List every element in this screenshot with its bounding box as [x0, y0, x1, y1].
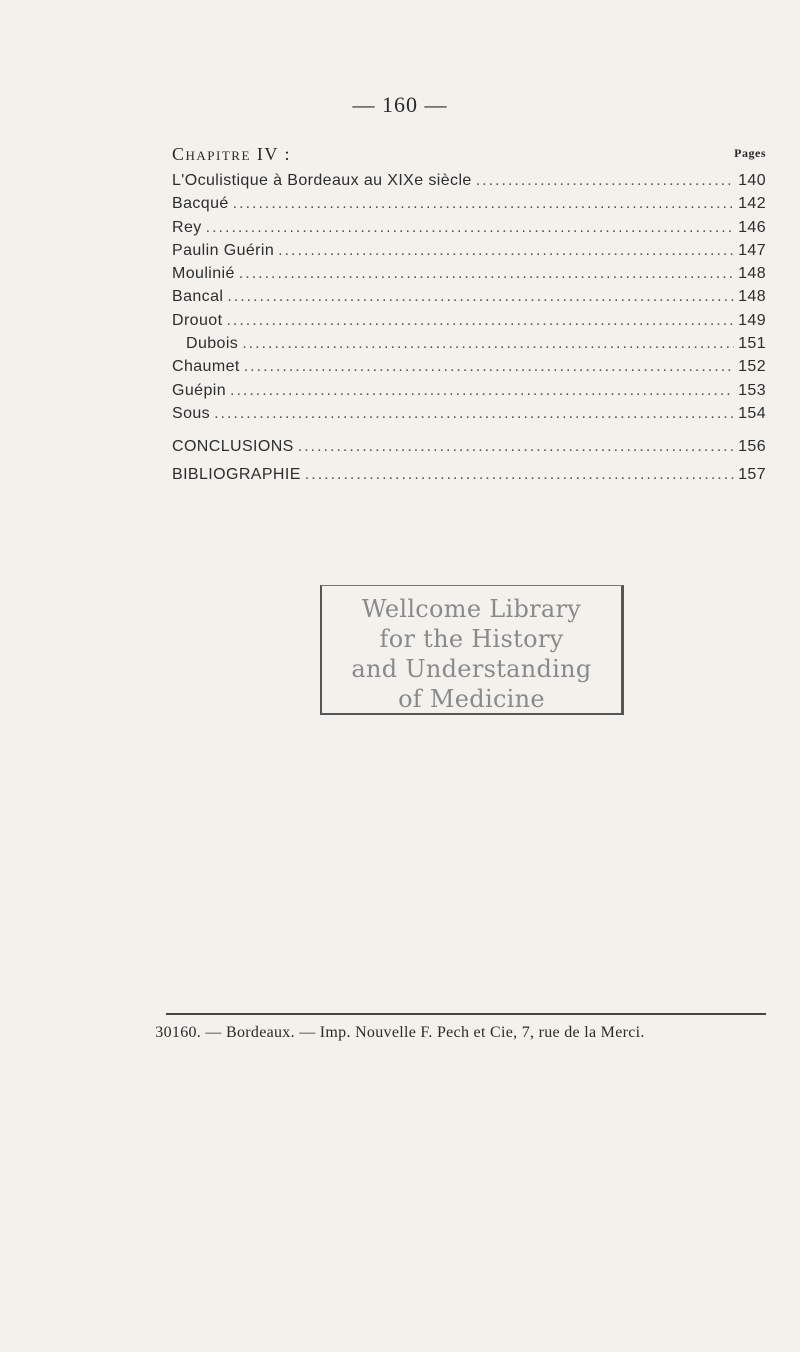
chapter-title: Chapitre IV :	[172, 144, 292, 164]
toc-entry-label: Moulinié	[172, 265, 235, 283]
toc-entry-page: 148	[738, 288, 766, 306]
dot-leader	[305, 466, 734, 484]
toc-entry-page: 153	[738, 381, 766, 399]
toc-entry	[172, 172, 766, 195]
toc-section-conclusions	[172, 438, 766, 461]
toc-entry-page: 148	[738, 265, 766, 283]
toc-entry-label: Paulin Guérin	[172, 241, 275, 259]
toc-entry-page: 147	[738, 241, 766, 259]
dot-leader	[206, 219, 734, 237]
stamp-line: and Understanding	[351, 655, 592, 683]
toc-section-label: BIBLIOGRAPHIE	[172, 465, 301, 483]
pages-column-label: Pages	[734, 146, 766, 160]
toc-entry-page: 142	[738, 195, 766, 213]
toc-entry-label: L'Oculistique à Bordeaux au XIXe siècle	[172, 172, 472, 189]
stamp-line: Wellcome Library	[361, 595, 582, 623]
toc-entry	[172, 242, 766, 265]
dot-leader	[244, 358, 734, 376]
printer-imprint: 30160. — Bordeaux. — Imp. Nouvelle F. Pech et Cie, 7, rue de la Merci.	[155, 1024, 645, 1041]
stamp-line: of Medicine	[398, 685, 545, 713]
toc-section-page: 157	[738, 465, 766, 483]
toc-entry-label: Drouot	[172, 311, 223, 329]
dot-leader	[239, 265, 734, 283]
dot-leader	[476, 172, 734, 190]
dot-leader	[233, 195, 734, 213]
table-of-contents	[172, 172, 766, 489]
toc-entry-label: Chaumet	[172, 358, 240, 376]
toc-entry	[172, 312, 766, 335]
dot-leader	[227, 288, 734, 306]
toc-entry	[172, 382, 766, 405]
toc-entry	[172, 195, 766, 218]
page-number: — 160 —	[352, 92, 448, 117]
library-stamp	[320, 585, 624, 715]
toc-section-label: CONCLUSIONS	[172, 438, 294, 456]
toc-entry-label: Rey	[172, 218, 202, 236]
toc-section-page: 156	[738, 438, 766, 456]
toc-entry	[172, 335, 766, 358]
toc-entry-page: 146	[738, 218, 766, 236]
toc-entry	[172, 265, 766, 288]
toc-entry	[172, 219, 766, 242]
dot-leader	[230, 382, 734, 400]
dot-leader	[278, 242, 734, 260]
stamp-line: for the History	[379, 625, 564, 653]
toc-entry-label: Dubois	[186, 335, 239, 353]
toc-entry-label: Bancal	[172, 288, 224, 306]
toc-entry-label: Guépin	[172, 381, 226, 399]
toc-entry-page: 151	[738, 335, 766, 353]
footer-divider	[166, 1013, 766, 1015]
dot-leader	[214, 405, 734, 423]
section-spacer	[172, 428, 766, 438]
toc-entry-page: 152	[738, 358, 766, 376]
dot-leader	[226, 312, 734, 330]
toc-entry-page: 140	[738, 172, 766, 189]
toc-entry	[172, 358, 766, 381]
chapter-header	[172, 144, 766, 168]
toc-entry	[172, 405, 766, 428]
dot-leader	[242, 335, 734, 353]
toc-entry-label: Sous	[172, 404, 211, 422]
toc-entry	[172, 288, 766, 311]
toc-section-bibliographie	[172, 466, 766, 489]
toc-entry-page: 149	[738, 311, 766, 329]
toc-entry-page: 154	[738, 404, 766, 422]
toc-entry-label: Bacqué	[172, 195, 229, 213]
dot-leader	[298, 438, 734, 456]
